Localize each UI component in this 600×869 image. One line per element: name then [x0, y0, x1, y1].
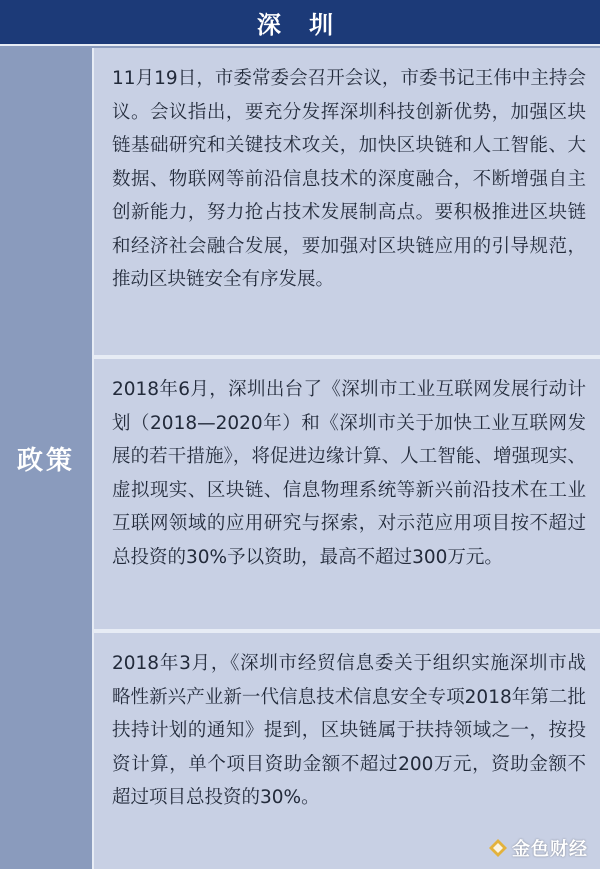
category-label: 政策: [16, 446, 75, 476]
policy-entry-text: 2018年3月，《深圳市经贸信息委关于组织实施深圳市战略性新兴产业新一代信息技术信息安全专项2018年第二批扶持计划的通知》提到，区块链属于扶持领域之一，按投资计算，单个项目资助金额不超过200万元，资助金额不超过项目总投资的30%。: [112, 653, 586, 808]
jinse-logo-icon: [488, 838, 508, 858]
table-header: [0, 0, 600, 46]
watermark: [488, 835, 588, 861]
policy-entry-text: 2018年6月，深圳出台了《深圳市工业互联网发展行动计划（2018—2020年）和《深圳市关于加快工业互联网发展的若干措施》，将促进边缘计算、人工智能、增强现实、虚拟现实、区块链、信息物理系统等新兴前沿技术在工业互联网领域的应用研究与探索，对示范应用项目按不超过总投资的30%予以资助，最高不超过300万元。: [112, 379, 586, 568]
category-column: [0, 48, 92, 869]
policy-entry: [94, 633, 600, 869]
header-title: 深 圳: [256, 10, 344, 39]
policy-entry: [94, 48, 600, 355]
policy-entry: [94, 359, 600, 629]
policy-entry-text: 11月19日，市委常委会召开会议，市委书记王伟中主持会议。会议指出，要充分发挥深圳科技创新优势，加强区块链基础研究和关键技术攻关，加快区块链和人工智能、大数据、物联网等前沿信息技术的深度融合，不断增强自主创新能力，努力抢占技术发展制高点。要积极推进区块链和经济社会融合发展，要加强对区块链应用的引导规范，推动区块链安全有序发展。: [112, 68, 586, 290]
watermark-text: 金色财经: [512, 839, 588, 860]
